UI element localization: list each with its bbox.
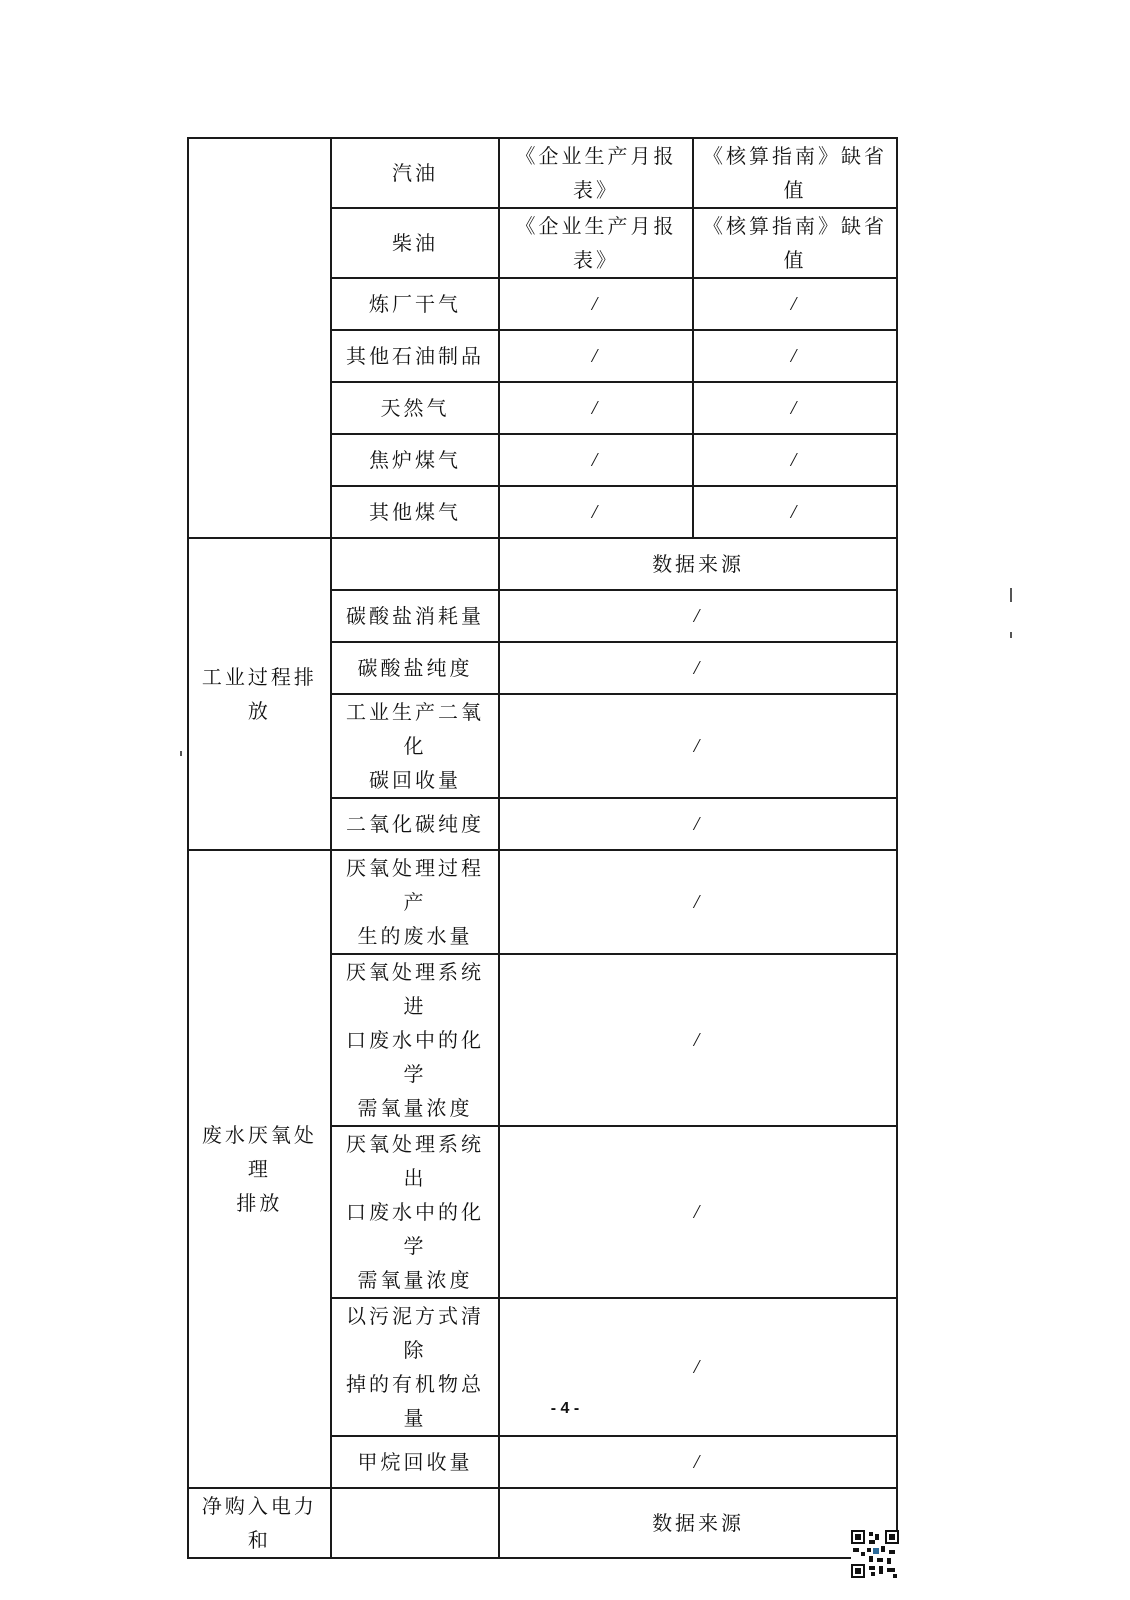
qr-code-icon [851,1530,899,1578]
fuel-category-cell [188,138,331,538]
source-cell: / [499,798,897,850]
item-cell: 柴油 [331,208,499,278]
item-line: 以污泥方式清除 [345,1304,484,1362]
item-line: 口废水中的化学 [345,1028,484,1086]
item-line: 口废水中的化学 [345,1200,484,1258]
source-cell: / [499,694,897,798]
source-cell: / [499,590,897,642]
category-line: 排放 [236,1191,283,1215]
source-cell: 《企业生产月报表》 [499,138,693,208]
item-line: 厌氧处理过程产 [345,856,484,914]
page-number: - 4 - [550,1400,580,1417]
category-cell-electricity: 净购入电力和 [188,1488,331,1558]
item-cell: 炼厂干气 [331,278,499,330]
source-cell: / [499,434,693,486]
item-cell: 其他煤气 [331,486,499,538]
item-cell [331,850,499,954]
item-cell [331,954,499,1126]
empty-cell [331,538,499,590]
table-row [188,1488,897,1558]
source-cell: / [693,330,897,382]
scan-speck [1010,632,1012,638]
source-cell: / [693,278,897,330]
source-cell: / [693,382,897,434]
item-line: 工业生产二氧化 [345,700,484,758]
item-line: 碳回收量 [368,768,461,792]
table-row [188,138,897,208]
item-cell: 碳酸盐纯度 [331,642,499,694]
source-cell: / [499,278,693,330]
item-cell: 汽油 [331,138,499,208]
source-cell: / [693,486,897,538]
empty-cell [331,1488,499,1558]
item-cell: 天然气 [331,382,499,434]
section-header-cell: 数据来源 [499,538,897,590]
category-line: 废水厌氧处理 [201,1123,317,1181]
item-cell: 焦炉煤气 [331,434,499,486]
item-line: 需氧量浓度 [357,1268,473,1292]
source-cell: 《核算指南》缺省值 [693,208,897,278]
source-cell: 《企业生产月报表》 [499,208,693,278]
source-cell: / [499,954,897,1126]
item-cell [331,694,499,798]
source-cell: / [499,486,693,538]
item-line: 生的废水量 [357,924,473,948]
item-cell: 甲烷回收量 [331,1436,499,1488]
source-cell: / [499,330,693,382]
item-line: 需氧量浓度 [357,1096,473,1120]
item-cell: 其他石油制品 [331,330,499,382]
item-line: 厌氧处理系统进 [345,960,484,1018]
category-cell-industrial: 工业过程排放 [188,538,331,850]
source-cell: / [499,382,693,434]
item-line: 掉的有机物总量 [345,1372,484,1430]
source-cell: / [499,850,897,954]
source-cell: / [499,1436,897,1488]
data-source-table [187,137,898,1559]
table-row [188,538,897,590]
source-cell: / [499,1298,897,1436]
item-cell [331,1126,499,1298]
item-cell: 碳酸盐消耗量 [331,590,499,642]
scan-speck [1010,588,1012,602]
source-cell: / [693,434,897,486]
item-cell: 二氧化碳纯度 [331,798,499,850]
table-row [188,850,897,954]
section-header-cell: 数据来源 [499,1488,897,1558]
scan-speck [180,751,182,756]
source-cell: / [499,642,897,694]
category-cell-wastewater [188,850,331,1488]
item-line: 厌氧处理系统出 [345,1132,484,1190]
source-cell: / [499,1126,897,1298]
source-cell: 《核算指南》缺省值 [693,138,897,208]
